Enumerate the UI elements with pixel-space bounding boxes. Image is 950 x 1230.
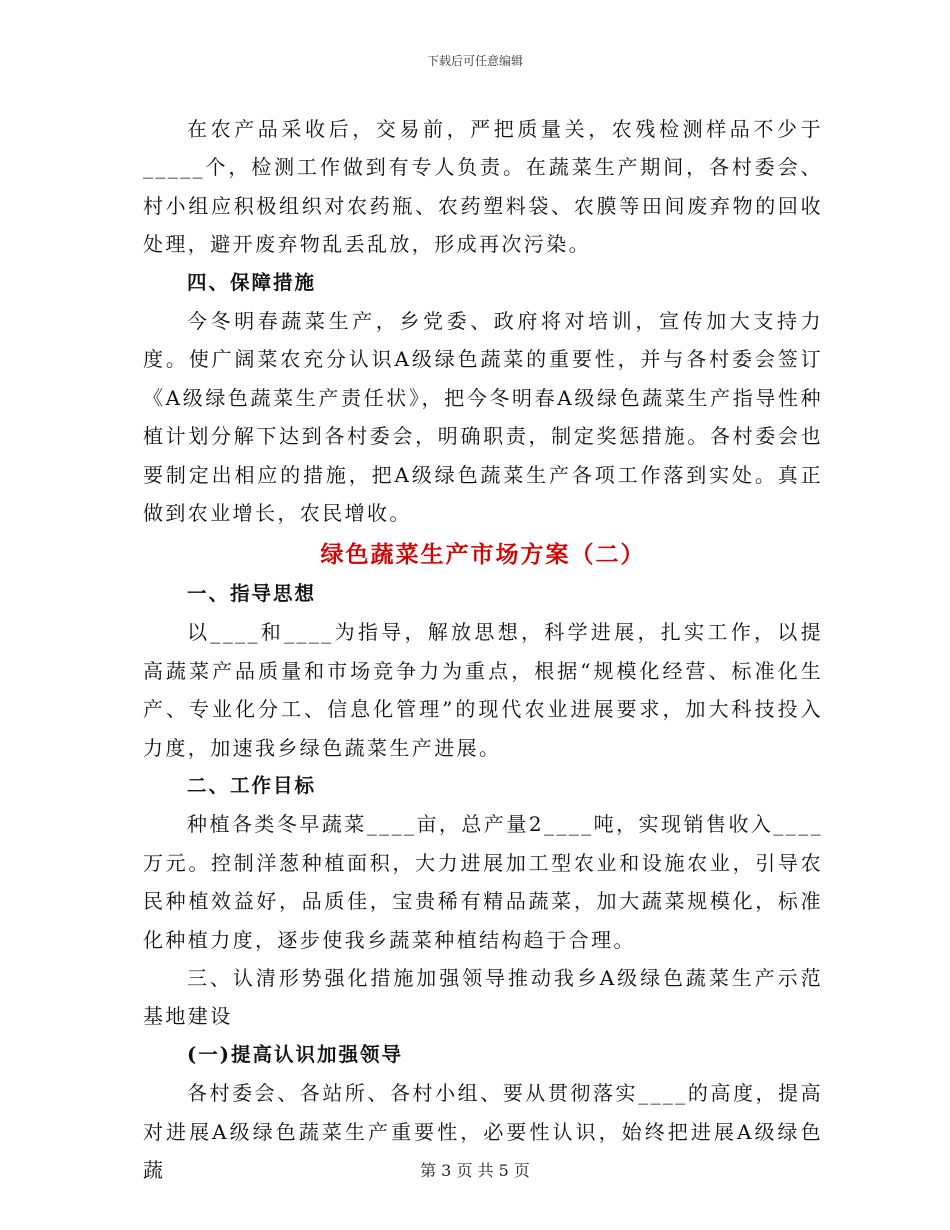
page-footer: 第 3 页 共 5 页 <box>420 1161 530 1180</box>
heading-safeguards: 四、保障措施 <box>187 270 317 294</box>
heading-guiding-ideology: 一、指导思想 <box>187 581 317 605</box>
paragraph-safeguards: 今冬明春蔬菜生产，乡党委、政府将对培训，宣传加大支持力度。使广阔菜农充分认识A级绿色蔬菜的重要性，并与各村委会签订《A级绿色蔬菜生产责任状》，把今冬明春A级绿色蔬菜生产指导性种植计划分解下达到各村委会，明确职责，制定奖惩措施。各村委会也要制定出相应的措施，把A级绿色蔬菜生产各项工作落到实处。真正做到农业增长，农民增收。 <box>143 309 823 526</box>
section-title: 绿色蔬菜生产市场方案（二） <box>320 541 646 569</box>
paragraph-work-goals: 种植各类冬早蔬菜____亩，总产量2____吨，实现销售收入____万元。控制洋葱种植面积，大力进展加工型农业和设施农业，引导农民种植效益好，品质佳，宝贵稀有精品蔬菜，加大蔬菜规模化，标准化种植力度，逐步使我乡蔬菜种植结构趋于合理。 <box>143 812 823 952</box>
heading-leadership: (一)提高认识加强领导 <box>187 1042 403 1066</box>
paragraph-leadership: 各村委会、各站所、各村小组、要从贯彻落实____的高度，提高对进展A级绿色蔬菜生产重要性，必要性认识，始终把进展A级绿色蔬 <box>143 1081 823 1182</box>
page-header: 下载后可任意编辑 <box>426 54 523 68</box>
paragraph-guiding-ideology: 以____和____为指导，解放思想，科学进展，扎实工作，以提高蔬菜产品质量和市场竞争力为重点，根据“规模化经营、标准化生产、专业化分工、信息化管理”的现代农业进展要求，加大科技投入力度，加速我乡绿色蔬菜生产进展。 <box>143 620 823 760</box>
document-body <box>143 110 823 1189</box>
heading-work-goals: 二、工作目标 <box>187 773 317 797</box>
paragraph-situation: 三、认清形势强化措施加强领导推动我乡A级绿色蔬菜生产示范基地建设 <box>143 965 823 1029</box>
paragraph-quality-check: 在农产品采收后，交易前，严把质量关，农残检测样品不少于_____个，检测工作做到有专人负责。在蔬菜生产期间，各村委会、村小组应积极组织对农药瓶、农药塑料袋、农膜等田间废弃物的回收处理，避开废弃物乱丢乱放，形成再次污染。 <box>143 117 823 257</box>
